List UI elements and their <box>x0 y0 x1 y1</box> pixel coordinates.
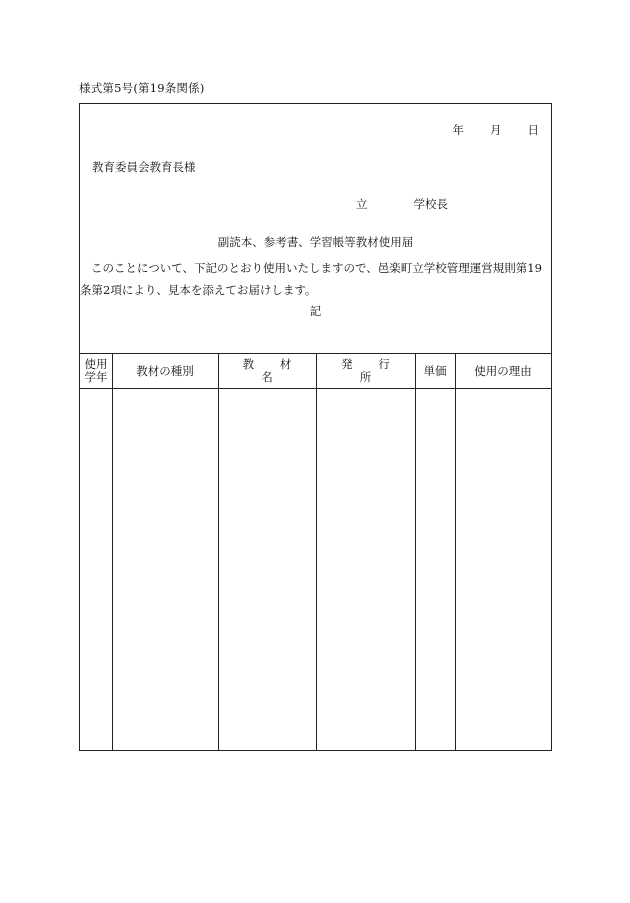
header-unit-price: 単価 <box>423 363 447 378</box>
column-divider <box>455 354 456 750</box>
header-grade <box>80 354 112 388</box>
principal-prefix: 立 <box>356 197 368 211</box>
materials-table <box>80 354 551 750</box>
body-text: このことについて、下記のとおり使用いたしますので、邑楽町立学校管理運営規則第19条第2項により、見本を添えてお届けします。 <box>80 261 542 297</box>
column-divider <box>112 354 113 750</box>
application-form <box>79 103 552 751</box>
principal-line <box>356 196 448 212</box>
header-grade-line2: 学年 <box>84 370 108 384</box>
column-divider <box>316 354 317 750</box>
date-line <box>453 122 540 138</box>
form-number: 様式第5号(第19条関係) <box>79 81 205 95</box>
header-publisher: 発 行 所 <box>341 357 401 384</box>
document-title: 副読本、参考書、学習帳等教材使用届 <box>217 235 414 249</box>
header-grade-line1: 使用 <box>84 357 108 371</box>
header-material-type: 教材の種別 <box>136 363 194 378</box>
header-reason: 使用の理由 <box>474 363 532 378</box>
date-year: 年 <box>452 123 464 137</box>
column-divider <box>415 354 416 750</box>
header-material-name: 教 材 名 <box>242 357 303 384</box>
ki-label: 記 <box>309 304 322 318</box>
date-month: 月 <box>490 123 502 137</box>
addressee: 教育委員会教育長様 <box>92 160 196 174</box>
date-day: 日 <box>527 123 539 137</box>
principal-title: 学校長 <box>413 197 448 211</box>
column-divider <box>218 354 219 750</box>
form-header-area <box>80 104 551 354</box>
